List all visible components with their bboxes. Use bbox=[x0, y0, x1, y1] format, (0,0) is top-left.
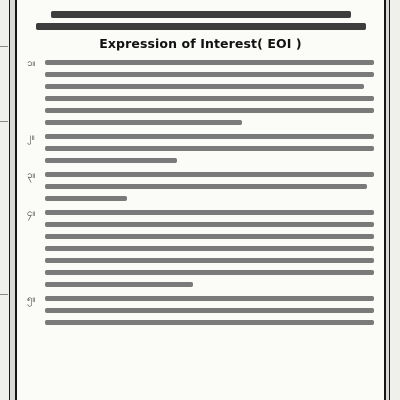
paragraph-1 bbox=[27, 56, 374, 125]
column-rule bbox=[0, 121, 8, 122]
paragraph-number: ၂။ bbox=[27, 132, 35, 143]
burmese-title-line bbox=[36, 23, 366, 30]
paragraph-number: ၃။ bbox=[27, 170, 36, 181]
column-rule bbox=[0, 294, 8, 295]
eoi-title: Expression of Interest( EOI ) bbox=[99, 36, 302, 51]
paragraph-number: ၁။ bbox=[27, 58, 36, 69]
paragraph-4 bbox=[27, 206, 374, 287]
column-rule bbox=[0, 46, 8, 47]
paragraph-2 bbox=[27, 130, 374, 163]
adjacent-column-left bbox=[0, 0, 10, 400]
notice-header bbox=[17, 0, 384, 51]
adjacent-column-right bbox=[389, 0, 400, 400]
paragraph-number: ၅။ bbox=[27, 294, 36, 305]
paragraph-number: ၄။ bbox=[27, 208, 36, 219]
paragraph-3 bbox=[27, 168, 374, 201]
paragraph-5 bbox=[27, 292, 374, 325]
notice-body bbox=[17, 51, 384, 325]
eoi-notice bbox=[15, 0, 386, 400]
burmese-title-line bbox=[51, 11, 351, 18]
